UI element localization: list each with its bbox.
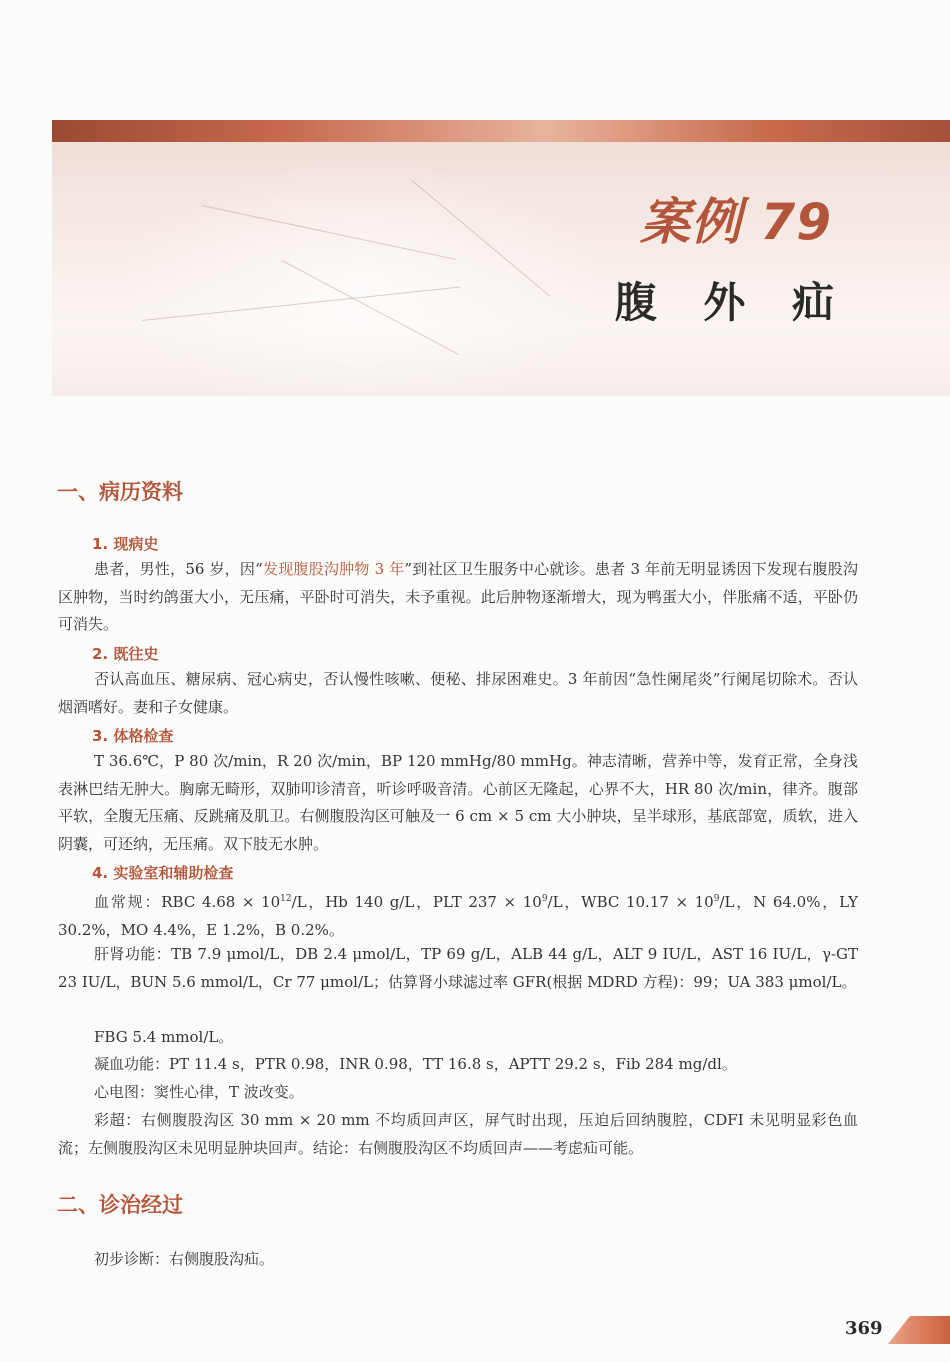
banner-stripe (52, 120, 950, 142)
case-banner (52, 120, 950, 396)
blood-text-b: /L，Hb 140 g/L，PLT 237 × 10 (291, 893, 542, 911)
blood-text-a: 血常规：RBC 4.68 × 10 (94, 893, 281, 911)
ultrasound-text: 彩超：右侧腹股沟区 30 mm × 20 mm 不均质回声区，屏气时出现，压迫后回纳腹腔，CDFI 未见明显彩色血流；左侧腹股沟区未见明显肿块回声。结论：右侧腹股沟区不均质回声——考虑疝可能。 (58, 1111, 858, 1157)
blood-text-d: /L，N 64.0%，LY 30.2%，MO 4.4%，E 1.2%，B 0.2%。 (58, 893, 858, 939)
subsection-title-past-history: 2. 既往史 (92, 645, 159, 663)
present-illness-text-b: ”到社区卫生服务中心就诊。患者 3 年前无明显诱因下发现右腹股沟区肿物，当时约鸽蛋大小，无压痛，平卧时可消失，未予重视。此后肿物逐渐增大，现为鸭蛋大小，伴胀痛不适，平卧仍可消失。 (58, 560, 858, 633)
subsection-title-lab-tests: 4. 实验室和辅助检查 (92, 864, 234, 882)
subsection-title-present-illness: 1. 现病史 (92, 535, 159, 553)
liver-kidney-function-text: 肝肾功能：TB 7.9 μmol/L，DB 2.4 μmol/L，TP 69 g/L，ALB 44 g/L，ALT 9 IU/L，AST 16 IU/L，γ-GT 23 IU/L，BUN 5.6 mmol/L，Cr 77 μmol/L；估算肾小球滤过率 GFR(根据 MDRD 方程)：99；UA 383 μmol/L。 (58, 945, 858, 991)
case-number: 案例 79 (640, 193, 832, 251)
blood-exponent: 9 (541, 894, 548, 904)
page-number: 369 (845, 1318, 883, 1339)
banner-glow (112, 160, 612, 396)
section-title-diagnosis-treatment: 二、诊治经过 (57, 1192, 183, 1217)
page-tab-decoration (888, 1316, 950, 1344)
case-title: 腹 外 疝 (614, 278, 850, 327)
subsection-title-physical-exam: 3. 体格检查 (92, 727, 174, 745)
blood-exponent: 9 (713, 894, 720, 904)
blood-text-c: /L，WBC 10.17 × 10 (547, 893, 714, 911)
preliminary-diagnosis-text: 初步诊断：右侧腹股沟疝。 (94, 1250, 275, 1268)
blood-routine-text (58, 886, 858, 944)
physical-exam-text: T 36.6℃，P 80 次/min，R 20 次/min，BP 120 mmHg/80 mmHg。神志清晰，营养中等，发育正常，全身浅表淋巴结无肿大。胸廓无畸形，双肺叩诊清音，听诊呼吸音清。心前区无隆起，心界不大，HR 80 次/min，律齐。腹部平软，全腹无压痛、反跳痛及肌卫。右侧腹股沟区可触及一 6 cm × 5 cm 大小肿块，呈半球形，基底部宽，质软，进入阴囊，可还纳，无压痛。双下肢无水肿。 (58, 752, 858, 853)
section-title-medical-record: 一、病历资料 (57, 479, 183, 504)
past-history-text: 否认高血压、糖尿病、冠心病史，否认慢性咳嗽、便秘、排尿困难史。3 年前因“急性阑尾炎”行阑尾切除术。否认烟酒嗜好。妻和子女健康。 (58, 670, 858, 716)
coagulation-text: 凝血功能：PT 11.4 s，PTR 0.98，INR 0.98，TT 16.8 s，APTT 29.2 s，Fib 284 mg/dl。 (94, 1055, 737, 1073)
present-illness-text (58, 556, 858, 639)
chief-complaint-highlight: 发现腹股沟肿物 3 年 (262, 560, 405, 578)
ecg-text: 心电图：窦性心律，T 波改变。 (94, 1083, 304, 1101)
present-illness-text-a: 患者，男性，56 岁，因“ (94, 560, 263, 578)
blood-exponent: 12 (280, 894, 292, 904)
fbg-text: FBG 5.4 mmol/L。 (94, 1028, 234, 1046)
